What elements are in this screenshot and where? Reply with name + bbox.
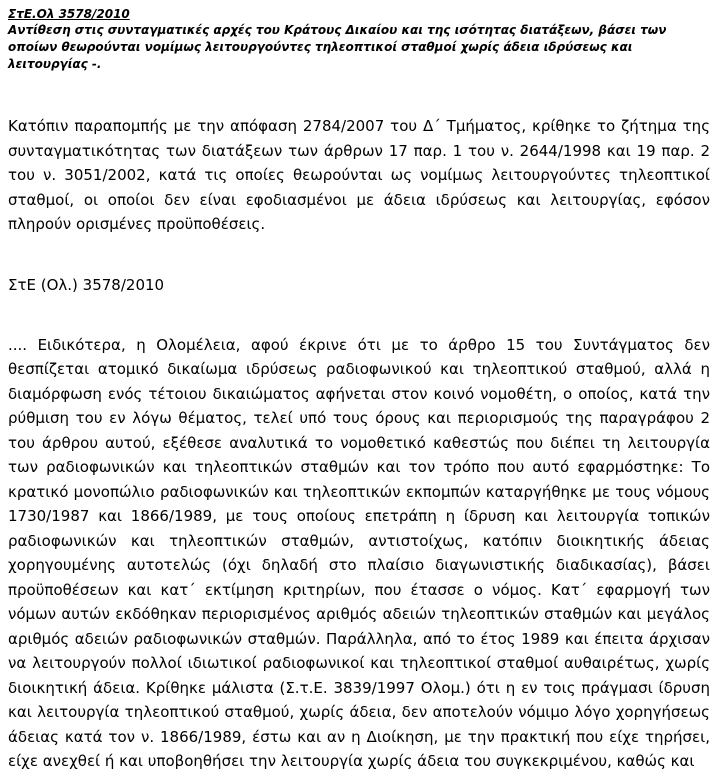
document-title: ΣτΕ.Ολ 3578/2010	[8, 7, 130, 21]
document-page	[8, 6, 710, 774]
case-citation: ΣτΕ (Ολ.) 3578/2010	[8, 275, 165, 294]
body-paragraph: .... Ειδικότερα, η Ολομέλεια, αφού έκρινε ότι με το άρθρο 15 του Συντάγματος δεν θεσπίζεται ατομικό δικαίωμα ιδρύσεως ραδιοφωνικού και τηλεοπτικού σταθμού, αλλά η διαμόρφωση ενός τέτοιου δικαιώματος αφήνεται στον κοινό νομοθέτη, ο οποίος, κατά την ρύθμιση του εν λόγω θέματος, τελεί υπό τους όρους και περιορισμούς της παραγράφου 2 του άρθρου αυτού, εξέθεσε αναλυτικά το νομοθετικό καθεστώς που διέπει τη λειτουργία των ραδιοφωνικών και τηλεοπτικών σταθμών και τον τρόπο που αυτό εφαρμόστηκε: Το κρατικό μονοπώλιο ραδιοφωνικών και τηλεοπτικών εκπομπών καταργήθηκε με τους νόμους 1730/1987 και 1866/1989, με τους οποίους επετράπη η ίδρυση και λειτουργία τοπικών ραδιοφωνικών και τηλεοπτικών σταθμών, αντιστοίχως, κατόπιν διοικητικής άδειας χορηγουμένης αυτοτελώς (όχι δηλαδή στο πλαίσιο διαγωνιστικής διαδικασίας), βάσει προϋποθέσεων και κατ΄ εκτίμηση κριτηρίων, που έτασσε ο νόμος. Κατ΄ εφαρμογή των νόμων αυτών εκδόθηκαν περιορισμένος αριθμός αδειών τηλεοπτικών σταθμών και μεγάλος αριθμός αδειών ραδιοφωνικών σταθμών. Παράλληλα, από το έτος 1989 και έπειτα άρχισαν να λειτουργούν πολλοί ιδιωτικοί ραδιοφωνικοί και τηλεοπτικοί σταθμοί αυθαιρέτως, χωρίς διοικητική άδεια. Κρίθηκε μάλιστα (Σ.τ.Ε. 3839/1997 Ολομ.) ότι η εν τοις πράγμασι ίδρυση και λειτουργία τηλεοπτικού σταθμού, χωρίς άδεια, δεν αποτελούν νόμιμο λόγο χορηγήσεως άδειας κατά τον ν. 1866/1989, έστω και αν η Διοίκηση, με την πρακτική που είχε τηρήσει, είχε ανεχθεί ή και υποβοηθήσει την λειτουργία χωρίς άδεια του συγκεκριμένου, καθώς και	[8, 335, 710, 770]
document-subtitle: Αντίθεση στις συνταγματικές αρχές του Κράτους Δικαίου και της ισότητας διατάξεων, βάσει των οποίων θεωρούνται νομίμως λειτουργούντες τηλεοπτικοί σταθμοί χωρίς άδεια ιδρύσεως και λειτουργίας -.	[8, 23, 667, 71]
intro-paragraph: Κατόπιν παραπομπής με την απόφαση 2784/2007 του Δ΄ Τμήματος, κρίθηκε το ζήτημα της συνταγματικότητας των διατάξεων των άρθρων 17 παρ. 1 του ν. 2644/1998 και 19 παρ. 2 του ν. 3051/2002, κατά τις οποίες θεωρούνται ως νομίμως λειτουργούντες τηλεοπτικοί σταθμοί, οι οποίοι δεν είναι εφοδιασμένοι με άδεια ιδρύσεως και λειτουργίας, εφόσον πληρούν ορισμένες προϋποθέσεις.	[8, 117, 710, 233]
